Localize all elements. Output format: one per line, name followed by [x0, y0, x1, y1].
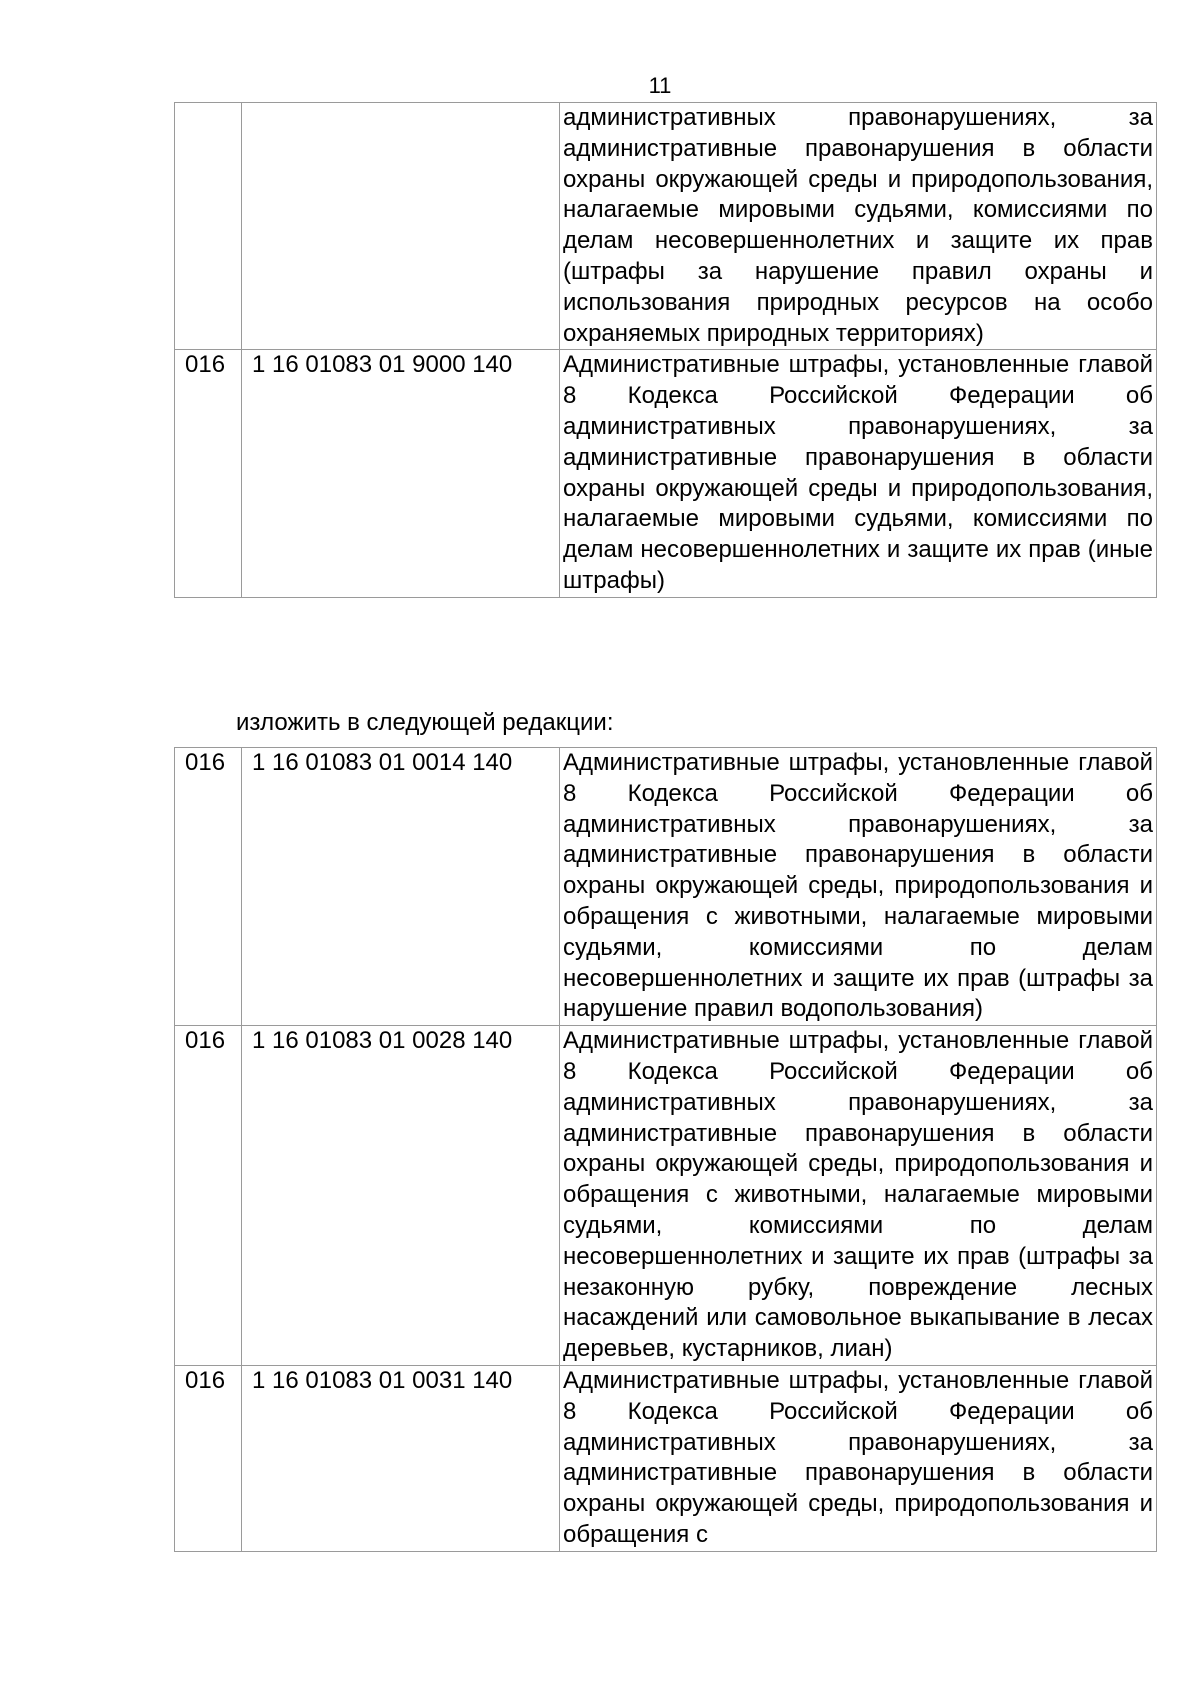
budget-code-cell: 1 16 01083 01 0031 140: [242, 1365, 560, 1551]
income-name-cell: Административные штрафы, установленные главой 8 Кодекса Российской Федерации об административных правонарушениях, за административные правонарушения в области охраны окружающей среды, природопользования и обращения с животными, налагаемые мировыми судьями, комиссиями по делам несовершеннолетних и защите их прав (штрафы за нарушение правил водопользования): [560, 748, 1157, 1026]
admin-code-cell: 016: [175, 350, 242, 597]
budget-code-cell: 1 16 01083 01 9000 140: [242, 350, 560, 597]
table-row: [175, 748, 1157, 1026]
amendment-intro-text: изложить в следующей редакции:: [236, 709, 614, 736]
admin-code-cell: 016: [175, 1026, 242, 1366]
page-number: 11: [648, 73, 672, 98]
table-row: [175, 1365, 1157, 1551]
admin-code-cell: 016: [175, 748, 242, 1026]
table-row: [175, 350, 1157, 597]
budget-code-cell: 1 16 01083 01 0028 140: [242, 1026, 560, 1366]
table-row: [175, 1026, 1157, 1366]
income-name-cell: административных правонарушениях, за административные правонарушения в области охраны окружающей среды и природопользования, налагаемые мировыми судьями, комиссиями по делам несовершеннолетних и защите их прав (штрафы за нарушение правил охраны и использования природных ресурсов на особо охраняемых природных территориях): [560, 103, 1157, 350]
income-name-cell: Административные штрафы, установленные главой 8 Кодекса Российской Федерации об административных правонарушениях, за административные правонарушения в области охраны окружающей среды, природопользования и обращения с: [560, 1365, 1157, 1551]
codes-table-new: [174, 747, 1157, 1552]
codes-table-previous: [174, 102, 1157, 598]
budget-code-cell: [242, 103, 560, 350]
table-row: [175, 103, 1157, 350]
budget-code-cell: 1 16 01083 01 0014 140: [242, 748, 560, 1026]
income-name-cell: Административные штрафы, установленные главой 8 Кодекса Российской Федерации об административных правонарушениях, за административные правонарушения в области охраны окружающей среды, природопользования и обращения с животными, налагаемые мировыми судьями, комиссиями по делам несовершеннолетних и защите их прав (штрафы за незаконную рубку, повреждение лесных насаждений или самовольное выкапывание в лесах деревьев, кустарников, лиан): [560, 1026, 1157, 1366]
admin-code-cell: [175, 103, 242, 350]
income-name-cell: Административные штрафы, установленные главой 8 Кодекса Российской Федерации об административных правонарушениях, за административные правонарушения в области охраны окружающей среды и природопользования, налагаемые мировыми судьями, комиссиями по делам несовершеннолетних и защите их прав (иные штрафы): [560, 350, 1157, 597]
admin-code-cell: 016: [175, 1365, 242, 1551]
